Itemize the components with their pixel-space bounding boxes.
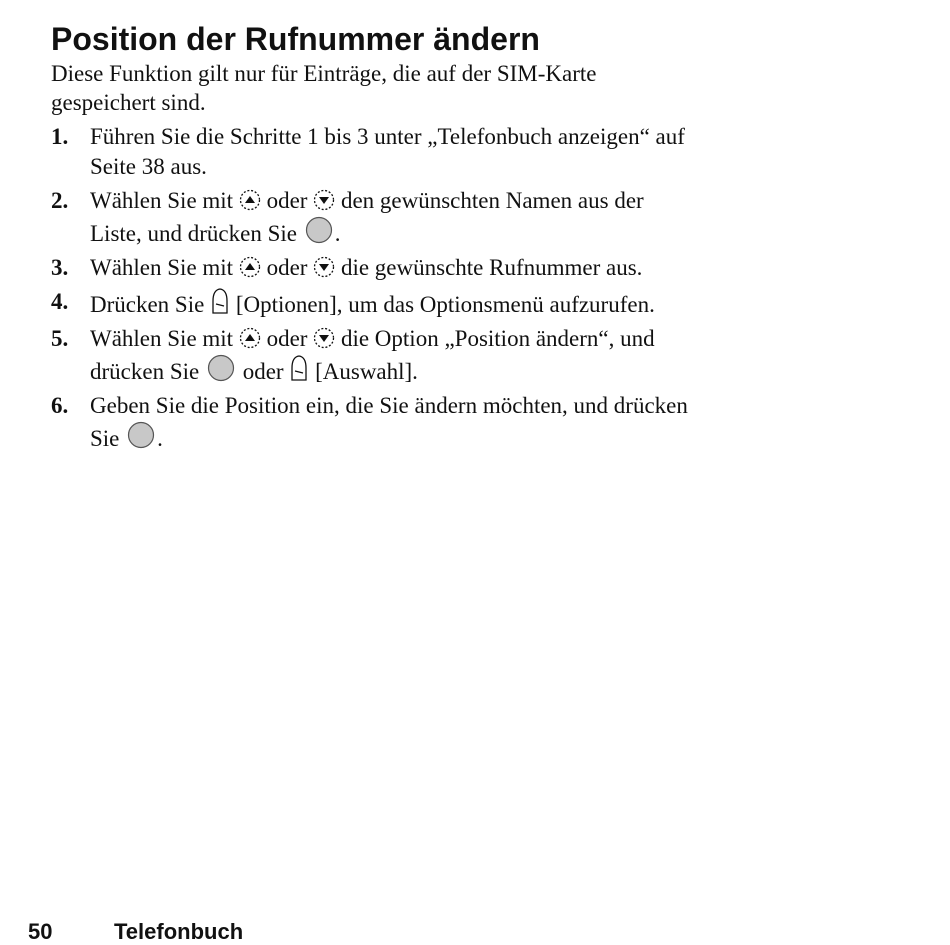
step-6	[51, 391, 691, 454]
step-3	[51, 253, 691, 283]
step-number: 2.	[51, 188, 69, 213]
step-text: Führen Sie die Schritte 1 bis 3 unter „Telefonbuch anzeigen“ auf Seite 38 aus.	[90, 124, 685, 179]
step-text: oder	[242, 359, 284, 384]
step-text: Wählen Sie mit	[90, 326, 234, 351]
step-5	[51, 324, 691, 387]
nav-down-icon	[313, 256, 335, 278]
step-text: .	[157, 426, 163, 451]
step-4	[51, 287, 691, 320]
step-text: oder	[266, 255, 308, 280]
step-number: 4.	[51, 289, 69, 314]
step-1	[51, 122, 691, 182]
softkey-icon	[289, 354, 309, 382]
nav-up-icon	[239, 256, 261, 278]
step-text: die Option „Position ändern“, und drücken Sie	[90, 326, 655, 384]
nav-up-icon	[239, 327, 261, 349]
center-key-icon	[303, 216, 335, 244]
step-number: 6.	[51, 393, 69, 418]
step-text: oder	[266, 188, 308, 213]
nav-down-icon	[313, 327, 335, 349]
step-text: Drücken Sie	[90, 292, 205, 317]
step-text: Geben Sie die Position ein, die Sie ändern möchten, und drücken Sie	[90, 393, 688, 451]
step-text: Wählen Sie mit	[90, 188, 234, 213]
step-text: .	[334, 221, 341, 246]
step-text: Wählen Sie mit	[90, 255, 234, 280]
softkey-icon	[210, 287, 230, 315]
nav-up-icon	[239, 189, 261, 211]
footer-section-title: Telefonbuch	[114, 919, 244, 944]
step-2	[51, 186, 691, 249]
page-number: 50	[28, 919, 53, 944]
step-text: [Optionen], um das Optionsmenü aufzurufen.	[235, 292, 655, 317]
center-key-icon	[125, 421, 157, 449]
step-text: den gewünschten Namen aus der Liste, und drücken Sie	[90, 188, 644, 246]
step-number: 5.	[51, 326, 69, 351]
step-number: 1.	[51, 124, 69, 149]
step-text: [Auswahl].	[315, 359, 418, 384]
intro-text: Diese Funktion gilt nur für Einträge, die auf der SIM-Karte gespeichert sind.	[51, 61, 597, 115]
step-text: oder	[266, 326, 308, 351]
page-title: Position der Rufnummer ändern	[51, 21, 540, 57]
nav-down-icon	[313, 189, 335, 211]
steps-list	[51, 122, 691, 458]
step-number: 3.	[51, 255, 69, 280]
step-text: die gewünschte Rufnummer aus.	[340, 255, 643, 280]
center-key-icon	[205, 354, 237, 382]
